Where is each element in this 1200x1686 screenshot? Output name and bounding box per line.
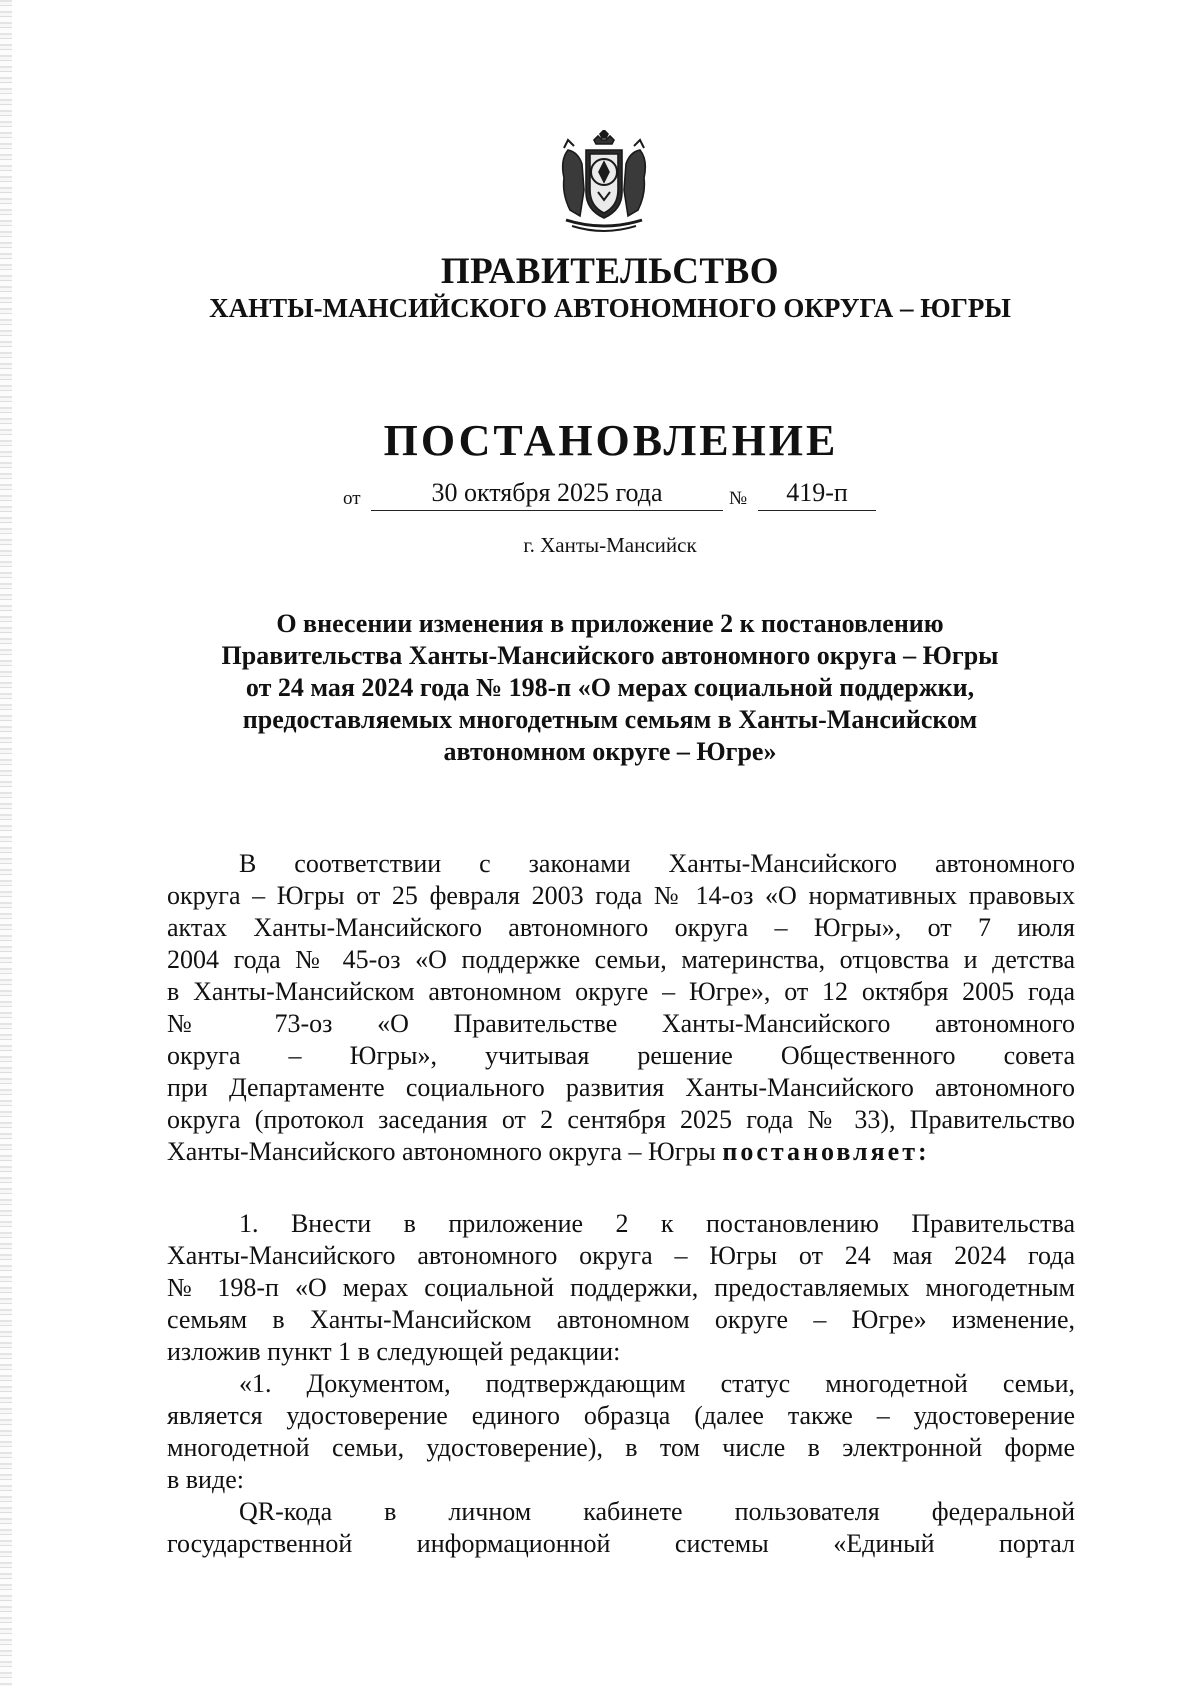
text-line: «1. Документом, подтверждающим статус многодетной семьи,: [239, 1369, 1075, 1398]
text-line: 1. Внести в приложение 2 к постановлению Правительства: [239, 1209, 1075, 1238]
text-line: является удостоверение единого образца (далее также – удостоверение: [167, 1401, 1075, 1430]
text-line-part: Ханты-Мансийского автономного округа – Югры: [167, 1137, 716, 1166]
resolves-word: постановляет:: [722, 1137, 930, 1166]
text-line: Ханты-Мансийского автономного округа – Югры от 24 мая 2024 года: [167, 1241, 1075, 1270]
date-number-line: [0, 478, 1200, 518]
text-line: [167, 1136, 1075, 1168]
text-line: 2004 года № 45-оз «О поддержке семьи, материнства, отцовства и детства: [167, 945, 1075, 974]
document-heading: [160, 608, 1060, 768]
coat-of-arms-emblem: [554, 130, 654, 236]
text-line: округа – Югры от 25 февраля 2003 года № 14-оз «О нормативных правовых: [167, 881, 1075, 910]
text-line: государственной информационной системы «Единый портал: [167, 1529, 1075, 1558]
preamble-paragraph: [167, 848, 1075, 1168]
text-line: № 198-п «О мерах социальной поддержки, предоставляемых многодетным: [167, 1273, 1075, 1302]
text-line: при Департаменте социального развития Ханты-Мансийского автономного: [167, 1073, 1075, 1102]
text-line: актах Ханты-Мансийского автономного округа – Югры», от 7 июля: [167, 913, 1075, 942]
date-label: от: [343, 488, 361, 509]
text-line: В соответствии с законами Ханты-Мансийского автономного: [239, 849, 1075, 878]
text-line: округа (протокол заседания от 2 сентября 2025 года № 33), Правительство: [167, 1105, 1075, 1134]
city: г. Ханты-Мансийск: [523, 533, 697, 557]
text-line: семьям в Ханты-Мансийском автономном округе – Югре» изменение,: [167, 1305, 1075, 1334]
heading-line: предоставляемых многодетным семьям в Ханты-Мансийском: [242, 705, 978, 734]
text-line: № 73-оз «О Правительстве Ханты-Мансийского автономного: [167, 1009, 1075, 1038]
text-line: многодетной семьи, удостоверение), в том числе в электронной форме: [167, 1433, 1075, 1462]
text-line: QR-кода в личном кабинете пользователя федеральной: [239, 1497, 1075, 1526]
text-line: округа – Югры», учитывая решение Общественного совета: [167, 1041, 1075, 1070]
document-date: 30 октября 2025 года: [371, 478, 723, 511]
number-label: №: [729, 488, 748, 509]
heading-line: Правительства Ханты-Мансийского автономного округа – Югры: [221, 641, 999, 670]
region-title: ХАНТЫ-МАНСИЙСКОГО АВТОНОМНОГО ОКРУГА – ЮГРЫ: [209, 293, 1011, 323]
heading-line: О внесении изменения в приложение 2 к постановлению: [276, 609, 944, 638]
document-type: ПОСТАНОВЛЕНИЕ: [383, 416, 839, 465]
government-title: ПРАВИТЕЛЬСТВО: [440, 251, 780, 292]
heading-line: от 24 мая 2024 года № 198-п «О мерах социальной поддержки,: [245, 673, 975, 702]
document-number: 419-п: [758, 478, 876, 511]
item-1-paragraph: [167, 1208, 1075, 1560]
heading-line: автономном округе – Югре»: [443, 737, 777, 766]
text-line: в виде:: [167, 1465, 244, 1494]
text-line: в Ханты-Мансийском автономном округе – Югре», от 12 октября 2005 года: [167, 977, 1075, 1006]
text-line: изложив пункт 1 в следующей редакции:: [167, 1337, 621, 1366]
